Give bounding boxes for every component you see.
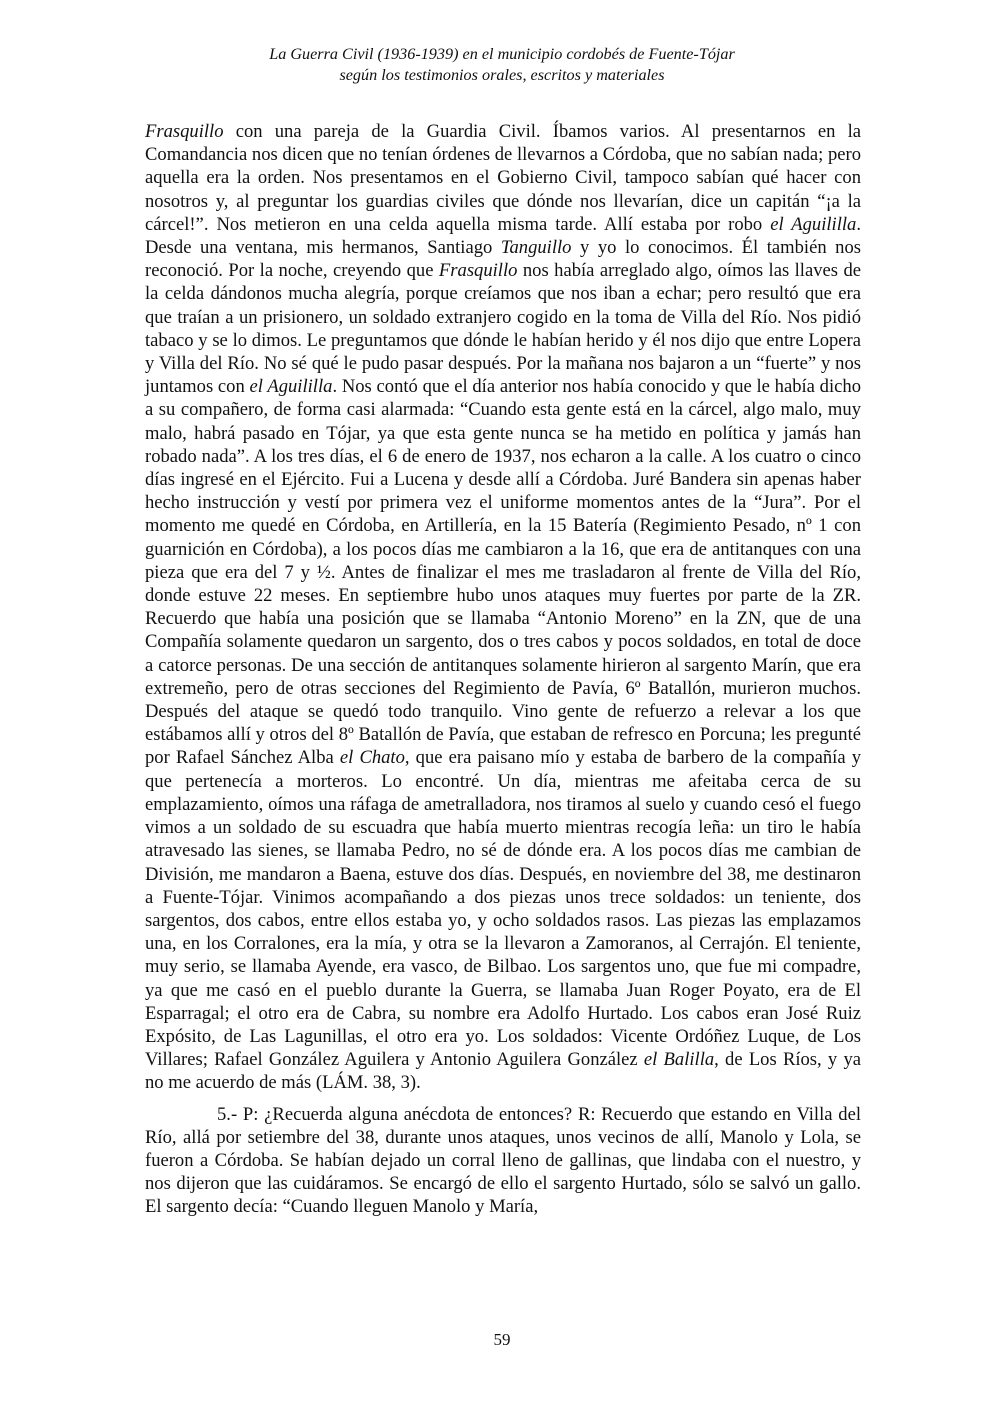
italic-text-run: el Balilla [643, 1049, 715, 1071]
body-text [145, 120, 861, 1219]
page-number: 59 [493, 1330, 511, 1349]
paragraph-testimony-continued [145, 120, 861, 1095]
running-header [0, 44, 1004, 86]
paragraph-question-5 [145, 1103, 861, 1219]
text-run: y yo lo conocimos. Él también nos reconoció. Por la noche, creyendo que [145, 237, 861, 282]
text-run: . Nos contó que el día anterior nos había conocido y que le había dicho a su compañero, de forma casi alarmada: “Cuando esta gente está en la cárcel, algo malo, muy malo, habrá pasado en Tójar, ya que esta gente nunca se ha metido en política y jamás han robado nada”. A los tres días, el 6 de enero de 1937, nos echaron a la calle. A los cuatro o cinco días ingresé en el Ejército. Fui a Lucena y desde allí a Córdoba. Juré Bandera sin apenas haber hecho instrucción y vestí por primera vez el uniforme momentos antes de la “Jura”. Por el momento me quedé en Córdoba, en Artillería, en la 15 Batería (Regimiento Pesado, nº 1 con guarnición en Córdoba), a los pocos días me cambiaron a la 16, que era de antitanques con una pieza que era del 7 y ½. Antes de finalizar el mes me trasladaron al frente de Villa del Río, donde estuve 22 meses. En septiembre hubo unos ataques muy fuertes por parte de la ZR. Recuerdo que había una posición que se llamaba “Antonio Moreno” en la ZN, que de una Compañía solamente quedaron un sargento, dos o tres cabos y pocos soldados, en total de doce a catorce personas. De una sección de antitanques solamente hirieron al sargento Marín, que era extremeño, pero de otras secciones del Regimiento de Pavía, 6º Batallón, murieron muchos. Después del ataque se quedó todo tranquilo. Vino gente de refuerzo a relevar a los que estábamos allí y otros del 8º Batallón de Pavía, que estaban de refresco en Porcuna; les pregunté por Rafael Sánchez Alba [145, 376, 861, 769]
text-run: con una pareja de la Guardia Civil. Íbamos varios. Al presentarnos en la Comandancia nos dicen que no tenían órdenes de llevarnos a Córdoba, que no sabían nada; pero aquella era la orden. Nos presentamos en el Gobierno Civil, tampoco sabían qué hacer con nosotros y, al preguntar los guardias civiles que dónde nos llevarían, dice un capitán “¡a la cárcel!”. Nos metieron en una celda aquella misma tarde. Allí estaba por robo [145, 121, 861, 235]
header-title-line-1: La Guerra Civil (1936-1939) en el municipio cordobés de Fuente-Tójar [269, 45, 735, 63]
italic-text-run: Tanguillo [500, 237, 572, 259]
text-run: nos había arreglado algo, oímos las llaves de la celda dándonos mucha alegría, porque creíamos que nos iban a echar; pero resultó que era que traían a un prisionero, un soldado extranjero cogido en la toma de Villa del Río. Nos pidió tabaco y se lo dimos. Le preguntamos que dónde le habían herido y él nos dijo que entre Lopera y Villa del Río. No sé qué le pudo pasar después. Por la mañana nos bajaron a un “fuerte” y nos juntamos con [145, 260, 861, 398]
italic-text-run: el Aguililla [249, 376, 333, 398]
text-run: , de Los Ríos, y ya no me acuerdo de más (LÁM. 38, 3). [145, 1049, 861, 1094]
header-title-line-2: según los testimonios orales, escritos y materiales [339, 66, 665, 84]
text-run: . Desde una ventana, mis hermanos, Santiago [145, 213, 862, 259]
italic-text-run: Frasquillo [145, 121, 224, 142]
text-run: , que era paisano mío y estaba de barbero de la compañía y que pertenecía a morteros. Lo encontré. Un día, mientras me afeitaba cerca de su emplazamiento, oímos una ráfaga de ametralladora, nos tiramos al suelo y cuando cesó el fuego vimos a un soldado de su escuadra que había muerto mientras recogía leña: un tiro le había atravesado las sienes, se llamaba Pedro, no sé de dónde era. A los pocos días me cambian de División, me mandaron a Baena, estuve dos días. Después, en noviembre del 38, me destinaron a Fuente-Tójar. Vinimos acompañando a dos piezas unos trece soldados: un teniente, dos sargentos, dos cabos, entre ellos estaba yo, y ocho soldados rasos. Las piezas las emplazamos una, en los Corralones, era la mía, y otra se la llevaron a Zamoranos, al Cerrajón. El teniente, muy serio, se llamaba Ayende, era vasco, de Bilbao. Los sargentos uno, que fue mi compadre, ya que me casó en el pueblo durante la Guerra, se llamaba Juan Roger Poyato, era de El Esparragal; el otro era de Cabra, su nombre era Adolfo Hurtado. Los cabos eran José Ruiz Expósito, de Las Lagunillas, el otro era yo. Los soldados: Vicente Ordóñez Luque, de Los Villares; Rafael González Aguilera y Antonio Aguilera González [145, 747, 861, 1071]
text-run: 5.- P: ¿Recuerda alguna anécdota de entonces? R: Recuerdo que estando en Villa del Río, allá por setiembre del 38, durante unos ataques, unos vecinos de allí, Manolo y Lola, se fueron a Córdoba. Se habían dejado un corral lleno de gallinas, que lindaba con el nuestro, y nos dijeron que las cuidáramos. Se encargó de ello el sargento Hurtado, sólo se salvó un gallo. El sargento decía: “Cuando lleguen Manolo y María, [145, 1103, 861, 1218]
italic-text-run: el Chato [339, 747, 405, 769]
italic-text-run: Frasquillo [438, 260, 518, 282]
italic-text-run: el Aguililla [770, 213, 857, 235]
